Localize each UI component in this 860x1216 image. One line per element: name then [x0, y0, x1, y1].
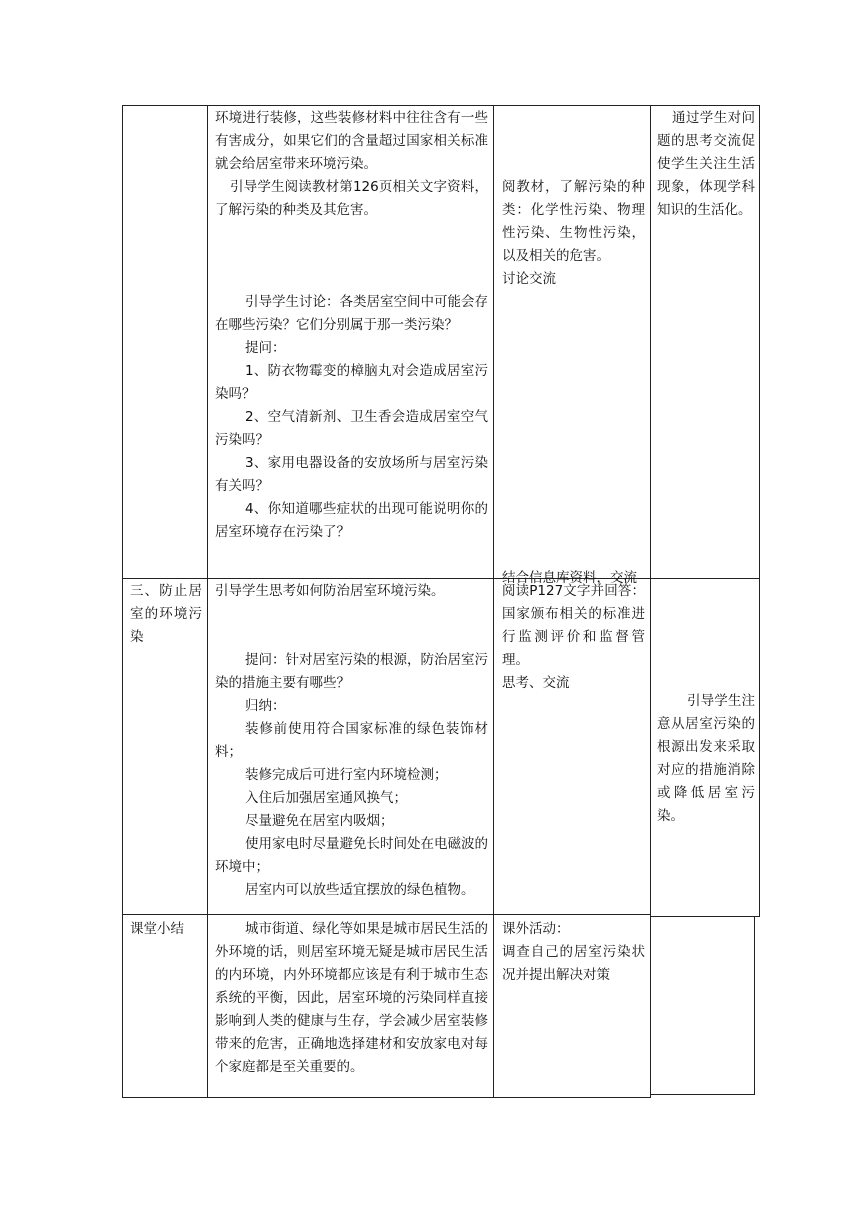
paragraph: 环境进行装修，这些装修材料中往往含有一些有害成分，如果它们的含量超过国家相关标准就会给居室带来环境污染。	[215, 110, 488, 172]
paragraph: 思考、交流	[502, 675, 570, 691]
col3-border	[493, 105, 494, 1098]
row3-section: 课堂小结	[130, 921, 184, 937]
paragraph: 居室内可以放些适宜摆放的绿色植物。	[245, 882, 475, 898]
left-border	[122, 105, 123, 1098]
paragraph: 3、家用电器设备的安放场所与居室污染有关吗？	[215, 455, 488, 494]
paragraph: 装修完成后可进行室内环境检测；	[245, 767, 448, 783]
paragraph: 装修前使用符合国家标准的绿色装饰材料；	[215, 721, 488, 760]
paragraph: 阅教材，了解污染的种类：化学性污染、物理性污染、生物性污染，以及相关的危害。	[502, 179, 645, 264]
paragraph: 入住后加强居室通风换气；	[245, 790, 407, 806]
row3-student-activity	[502, 918, 645, 987]
paragraph: 提问：	[245, 340, 286, 356]
row3-intent-top-border	[650, 916, 760, 917]
right-border	[759, 105, 760, 917]
paragraph: 阅读P127文字并回答：国家颁布相关的标准进行监测评价和监督管理。	[502, 583, 645, 668]
paragraph: 使用家电时尽量避免长时间处在电磁波的环境中；	[215, 836, 488, 875]
col2-border	[207, 105, 208, 1098]
row2-design-intent: 引导学生注意从居室污染的根源出发来采取对应的措施消除或降低居室污染。	[657, 693, 755, 824]
right-border-lower	[754, 916, 755, 1095]
intent-bottom-border	[650, 1094, 754, 1095]
paragraph: 提问：针对居室污染的根源，防治居室污染的措施主要有哪些？	[215, 652, 488, 691]
row1-teacher-activity	[215, 107, 488, 544]
row2-teacher-activity	[215, 580, 488, 902]
row1-design-intent: 通过学生对问题的思考交流促使学生关注生活现象，体现学科知识的生活化。	[657, 110, 755, 218]
row1-student-activity	[502, 107, 645, 590]
paragraph: 引导学生思考如何防治居室环境污染。	[215, 583, 445, 599]
paragraph: 引导学生阅读教材第126页相关文字资料，了解污染的种类及其危害。	[215, 179, 488, 218]
row2-section: 三、防止居室的环境污染	[130, 583, 202, 645]
row2-student-activity	[502, 580, 645, 695]
row3-teacher-summary	[215, 918, 488, 1079]
paragraph: 结合信息库资料，交流	[502, 570, 637, 586]
paragraph: 调查自己的居室污染状况并提出解决对策	[502, 944, 645, 983]
paragraph: 1、防衣物霉变的樟脑丸对会造成居室污染吗？	[215, 363, 488, 402]
paragraph: 城市街道、绿化等如果是城市居民生活的外环境的话，则居室环境无疑是城市居民生活的内环境，内外环境都应该是有利于城市生态系统的平衡，因此，居室环境的污染同样直接影响到人类的健康与生存，学会减少居室装修带来的危害，正确地选择建材和安放家电对每个家庭都是至关重要的。	[215, 921, 488, 1075]
paragraph: 课外活动：	[502, 921, 570, 937]
row1-top-border	[122, 105, 759, 106]
row3-top-border	[122, 914, 650, 915]
row2-top-border	[122, 578, 759, 579]
paragraph: 讨论交流	[502, 271, 556, 287]
paragraph: 尽量避免在居室内吸烟；	[245, 813, 394, 829]
paragraph: 归纳：	[245, 698, 286, 714]
paragraph: 4、你知道哪些症状的出现可能说明你的居室环境存在污染了？	[215, 501, 488, 540]
col4-border	[650, 105, 651, 1098]
paragraph: 引导学生讨论：各类居室空间中可能会存在哪些污染？它们分别属于那一类污染？	[215, 294, 488, 333]
paragraph: 2、空气清新剂、卫生香会造成居室空气污染吗？	[215, 409, 488, 448]
table-bottom-border	[122, 1097, 650, 1098]
